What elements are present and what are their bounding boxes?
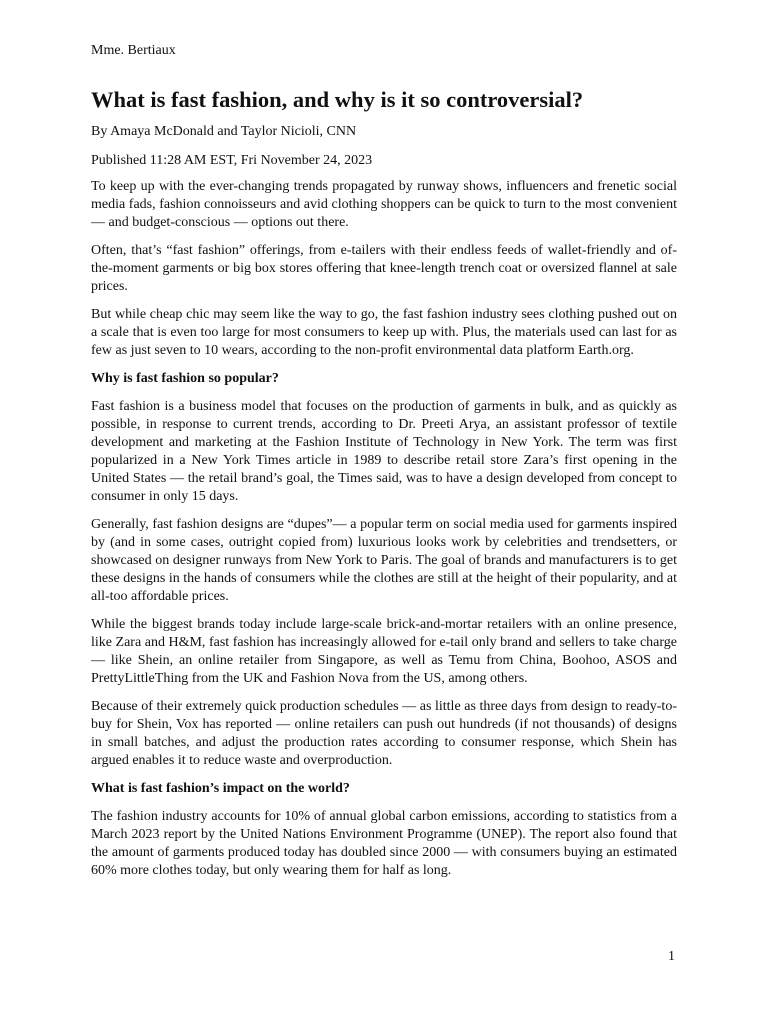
paragraph: Generally, fast fashion designs are “dupes”— a popular term on social media used for garments inspired by (and in some cases, outright copied from) luxurious looks work by celebrities and trendsetters, or showcased on designer runways from New York to Paris. The goal of brands and manufacturers is to get these designs in the hands of consumers while the clothes are still at the height of their popularity, and at all-too affordable prices. [91, 517, 677, 604]
section-heading: What is fast fashion’s impact on the world? [91, 781, 350, 796]
page-number: 1 [668, 949, 675, 964]
paragraph: But while cheap chic may seem like the way to go, the fast fashion industry sees clothing pushed out on a scale that is even too large for most consumers to keep up with. Plus, the materials used can last for as few as just seven to 10 wears, according to the non-profit environmental data platform Earth.org. [91, 307, 677, 358]
paragraph: While the biggest brands today include large-scale brick-and-mortar retailers with an online presence, like Zara and H&M, fast fashion has increasingly allowed for e-tail only brand and sellers to take charge — like Shein, an online retailer from Singapore, as well as Temu from China, Boohoo, ASOS and PrettyLittleThing from the UK and Fashion Nova from the US, among others. [91, 617, 677, 686]
header-name: Mme. Bertiaux [91, 43, 176, 58]
paragraph: The fashion industry accounts for 10% of annual global carbon emissions, according to statistics from a March 2023 report by the United Nations Environment Programme (UNEP). The report also found that the amount of garments produced today has doubled since 2000 — with consumers buying an estimated 60% more clothes today, but only wearing them for half as long. [91, 809, 677, 878]
article-body [91, 178, 677, 890]
article-published-date: Published 11:28 AM EST, Fri November 24, 2023 [91, 153, 373, 168]
paragraph: To keep up with the ever-changing trends propagated by runway shows, influencers and frenetic social media fads, fashion connoisseurs and avid clothing shoppers can be quick to turn to the most convenient — and budget-conscious — options out there. [91, 179, 677, 230]
paragraph: Often, that’s “fast fashion” offerings, from e-tailers with their endless feeds of wallet-friendly and of-the-moment garments or big box stores offering that knee-length trench coat or oversized flannel at sale prices. [91, 243, 677, 294]
article-byline: By Amaya McDonald and Taylor Nicioli, CNN [91, 124, 357, 139]
section-heading: Why is fast fashion so popular? [91, 371, 279, 386]
paragraph: Fast fashion is a business model that focuses on the production of garments in bulk, and as quickly as possible, in response to current trends, according to Dr. Preeti Arya, an assistant professor of textile development and marketing at the Fashion Institute of Technology in New York. The term was first popularized in a New York Times article in 1989 to describe retail store Zara’s first opening in the United States — the retail brand’s goal, the Times said, was to have a design developed from concept to consumer in only 15 days. [91, 399, 677, 504]
article-title: What is fast fashion, and why is it so controversial? [91, 87, 584, 112]
paragraph: Because of their extremely quick production schedules — as little as three days from design to ready-to-buy for Shein, Vox has reported — online retailers can push out hundreds (if not thousands) of designs in small batches, and adjust the production rates according to consumer response, which Shein has argued enables it to reduce waste and overproduction. [91, 699, 677, 768]
